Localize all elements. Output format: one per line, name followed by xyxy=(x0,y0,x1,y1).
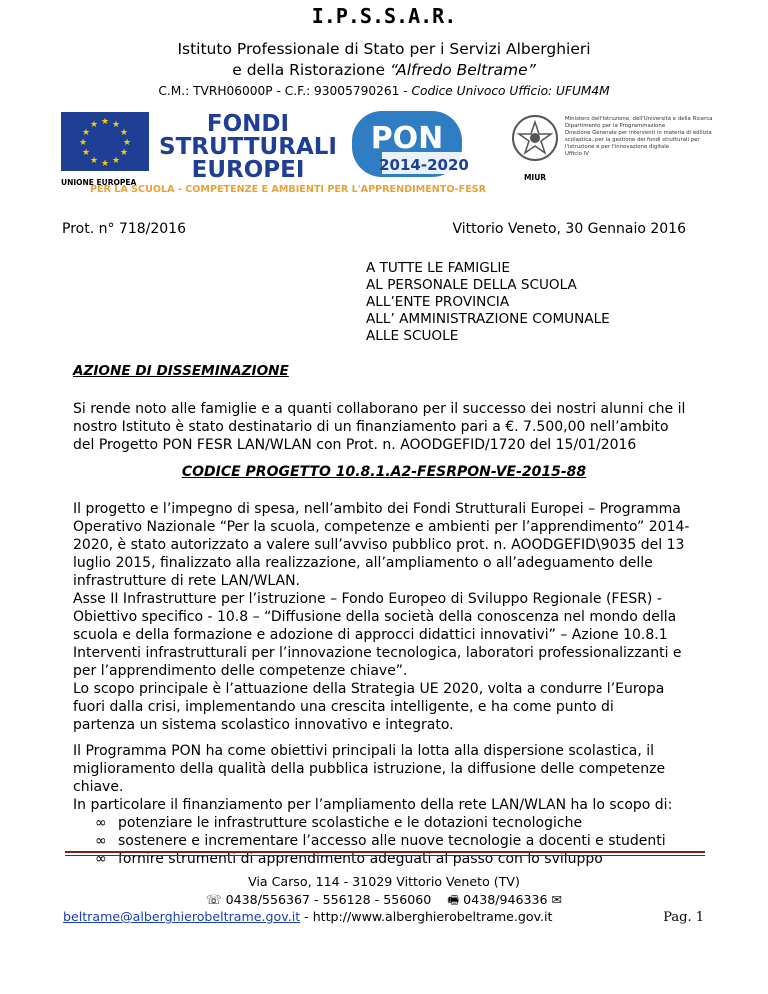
section-heading: AZIONE DI DISSEMINAZIONE xyxy=(73,363,289,379)
phone-icon: ☏ xyxy=(205,892,222,907)
website-link[interactable]: http://www.alberghierobeltrame.gov.it xyxy=(312,909,553,924)
svg-text:★: ★ xyxy=(111,156,121,166)
school-codes-text: C.M.: TVRH06000P - C.F.: 93005790261 - xyxy=(158,84,412,98)
svg-text:★: ★ xyxy=(78,138,88,148)
text-line: Obiettivo specifico - 10.8 – “Diffusione della società della conoscenza nel mondo della xyxy=(73,609,677,625)
footer-address: Via Carso, 114 - 31029 Vittorio Veneto (TV) xyxy=(248,874,520,889)
ministry-line-2: Dipartimento per la Programmazione xyxy=(565,123,666,129)
footer-divider xyxy=(65,855,705,856)
protocol-number: Prot. n° 718/2016 xyxy=(62,221,186,237)
eu-label: UNIONE EUROPEA xyxy=(61,178,137,187)
recipient-line: ALL’ AMMINISTRAZIONE COMUNALE xyxy=(366,311,610,327)
list-item-text: potenziare le infrastrutture scolastiche e le dotazioni tecnologiche xyxy=(118,815,583,831)
fax-icon: 🖷 xyxy=(447,892,460,907)
intro-paragraph xyxy=(73,400,703,454)
fondi-word-2: STRUTTURALI xyxy=(159,134,337,160)
svg-text:★: ★ xyxy=(89,156,99,166)
text-line: luglio 2015, finalizzato alla realizzazione, all’ampliamento o all’adeguamento delle xyxy=(73,555,653,571)
school-name-prefix: e della Ristorazione xyxy=(232,61,390,79)
svg-text:★: ★ xyxy=(119,148,129,158)
school-dedication: “Alfredo Beltrame” xyxy=(389,61,536,79)
svg-text:★: ★ xyxy=(89,120,99,130)
strategy-paragraph xyxy=(73,680,703,734)
pon-years: 2014-2020 xyxy=(379,156,469,174)
mail-icon: ✉ xyxy=(551,892,563,907)
school-name-line1: Istituto Professionale di Stato per i Servizi Alberghieri xyxy=(177,40,591,58)
footer-divider xyxy=(65,851,705,853)
text-line: Il Programma PON ha come obiettivi principali la lotta alla dispersione scolastica, il xyxy=(73,743,655,759)
recipient-line: AL PERSONALE DELLA SCUOLA xyxy=(366,277,577,293)
text-line: Interventi infrastrutturali per l’innovazione tecnologica, laboratori professionalizzanti e xyxy=(73,645,682,661)
text-line: infrastrutture di rete LAN/WLAN. xyxy=(73,573,300,589)
recipient-line: ALL’ENTE PROVINCIA xyxy=(366,294,510,310)
text-line: Lo scopo principale è l’attuazione della Strategia UE 2020, volta a condurre l’Europa xyxy=(73,681,665,697)
text-line: del Progetto PON FESR LAN/WLAN con Prot. n. AOODGEFID/1720 del 15/01/2016 xyxy=(73,437,637,453)
footer-links xyxy=(63,909,552,924)
ministry-line-3: Direzione Generale per interventi in materia di edilizia xyxy=(565,130,712,136)
link-separator: - xyxy=(300,909,313,924)
recipient-line: A TUTTE LE FAMIGLIE xyxy=(366,260,510,276)
list-item xyxy=(95,814,666,832)
email-link[interactable]: beltrame@alberghierobeltrame.gov.it xyxy=(63,909,301,924)
text-line: miglioramento della qualità della pubblica istruzione, la diffusione delle competenze xyxy=(73,761,666,777)
school-name-line2 xyxy=(0,61,768,79)
office-code: Codice Univoco Ufficio: UFUM4M xyxy=(411,84,610,98)
pon-tagline: PER LA SCUOLA - COMPETENZE E AMBIENTI PER L'APPRENDIMENTO-FESR xyxy=(89,184,487,195)
svg-text:★: ★ xyxy=(81,128,91,138)
svg-text:★: ★ xyxy=(81,148,91,158)
phone-numbers: 0438/556367 - 556128 - 556060 xyxy=(221,892,432,907)
list-item-text: sostenere e incrementare l’accesso alle nuove tecnologie a docenti e studenti xyxy=(118,833,666,849)
pon-banner xyxy=(52,108,716,196)
objectives-paragraph xyxy=(73,742,703,814)
pon-text: PON xyxy=(370,121,444,156)
bullet-icon: ∞ xyxy=(95,851,107,867)
text-line: nostro Istituto è stato destinatario di un finanziamento pari a €. 7.500,00 nell’ambito xyxy=(73,419,669,435)
svg-text:★: ★ xyxy=(119,128,129,138)
bullet-icon: ∞ xyxy=(95,815,107,831)
svg-text:★: ★ xyxy=(111,120,121,130)
school-acronym: I.P.S.S.A.R. xyxy=(311,4,457,28)
place-date: Vittorio Veneto, 30 Gennaio 2016 xyxy=(452,221,686,237)
fax-number: 0438/946336 xyxy=(459,892,552,907)
text-line: Il progetto e l’impegno di spesa, nell’ambito dei Fondi Strutturali Europei – Programma xyxy=(73,501,681,517)
fondi-word-1: FONDI xyxy=(206,111,290,137)
text-line: fuori dalla crisi, implementando una crescita intelligente, e ha come punto di xyxy=(73,699,614,715)
text-line: Operativo Nazionale “Per la scuola, competenze e ambienti per l’apprendimento” 2014- xyxy=(73,519,690,535)
ministry-line-1: Ministero dell'Istruzione, dell'Università e della Ricerca xyxy=(565,116,713,122)
text-line: In particolare il finanziamento per l’ampliamento della rete LAN/WLAN ha lo scopo di: xyxy=(73,797,673,813)
recipient-line: ALLE SCUOLE xyxy=(366,328,459,344)
project-code: CODICE PROGETTO 10.8.1.A2-FESRPON-VE-2015-88 xyxy=(181,464,587,480)
fondi-word-3: EUROPEI xyxy=(191,157,305,183)
text-line: Si rende noto alle famiglie e a quanti collaborano per il successo dei nostri alunni che il xyxy=(73,401,686,417)
ministry-line-6: Ufficio IV xyxy=(565,151,589,157)
text-line: per l’apprendimento delle competenze chiave”. xyxy=(73,663,408,679)
text-line: 2020, è stato autorizzato a valere sull’avviso pubblico prot. n. AOODGEFID\9035 del 13 xyxy=(73,537,685,553)
list-item-text: fornire strumenti di apprendimento adeguati al passo con lo sviluppo xyxy=(118,851,603,867)
eu-flag-icon xyxy=(61,112,149,171)
page-number: Pag. 1 xyxy=(663,910,704,925)
bullet-icon: ∞ xyxy=(95,833,107,849)
italian-emblem-icon xyxy=(513,116,557,160)
list-item xyxy=(95,832,666,850)
svg-text:★: ★ xyxy=(122,138,132,148)
miur-label: MIUR xyxy=(523,173,547,182)
ministry-line-5: l'istruzione e per l'innovazione digitale xyxy=(565,144,670,150)
text-line: scuola e della formazione e adozione di approcci didattici innovativi” – Azione 10.8.1 xyxy=(73,627,668,643)
svg-text:★: ★ xyxy=(100,159,110,169)
text-line: Asse II Infrastrutture per l’istruzione – Fondo Europeo di Sviluppo Regionale (FESR) - xyxy=(73,591,662,607)
objectives-list xyxy=(95,814,666,868)
text-line: chiave. xyxy=(73,779,124,795)
school-codes xyxy=(0,84,768,98)
svg-text:★: ★ xyxy=(100,117,110,127)
text-line: partenza un sistema scolastico innovativo e integrato. xyxy=(73,717,454,733)
ministry-line-4: scolastica, per la gestione dei fondi strutturali per xyxy=(565,137,700,143)
project-paragraph xyxy=(73,500,703,680)
